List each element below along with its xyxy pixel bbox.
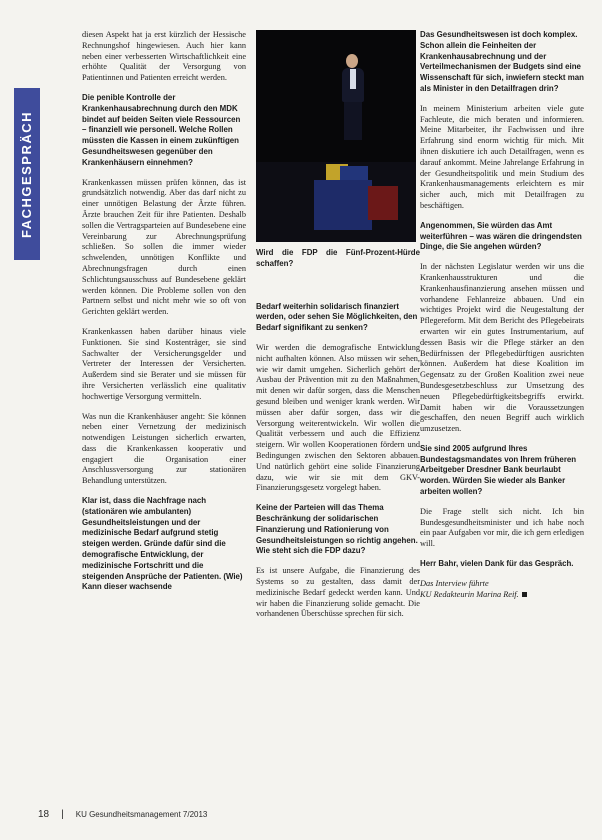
photo-person-head xyxy=(346,54,358,68)
section-tab-label: FACHGESPRÄCH xyxy=(19,110,35,238)
question-paragraph: Herr Bahr, vielen Dank für das Gespräch. xyxy=(420,559,574,569)
photo-person-shirt xyxy=(350,69,356,89)
interview-credit xyxy=(420,579,584,601)
question-paragraph: Klar ist, dass die Nachfrage nach (stationären wie ambulanten) Gesundheitsleistungen und der medizinische Bedarf aufgrund stetig steigen werden. Gründe dafür sind die demografische Entwicklung, der medizinische Fortschritt und die steigenden Ansprüche der Patienten. (Wie) Kann dieser wachsende xyxy=(82,496,243,592)
column-3 xyxy=(420,30,584,609)
answer-paragraph: In der nächsten Legislatur werden wir uns die Krankenhausstrukturen und die Krankenhausfinanzierung ansehen müssen und vorhandene Fehlanreize abbauen. Und ein wichtiges Projekt wird die Neugestaltung der Pflegereform. Mit dem Bericht des Pflegebeirats erwarten wir ein gutes Instrumentarium, auf dessen Basis wir die Pflege stärker an den Bedürfnissen der Pflegebedürftigen ausrichten können. Außerdem hat diese Koalition im Gegensatz zu der Großen Koalition zwei neue Bundesgesetzbeschluss zur Umsetzung des neuen Pflegebedürftigkeitsbegriffs erwirkt. Damit haben wir die Voraussetzungen geschaffen, den neuen Begriff auch wirklich umzusetzen. xyxy=(420,262,584,434)
answer-paragraph: diesen Aspekt hat ja erst kürzlich der Hessische Rechnungshof hingewiesen. Auch hier kann neben einer verbesserten Wirtschaftlichkeit eine erhöhte Qualität der Versorgung von Patientinnen und Patienten erreicht werden. xyxy=(82,30,246,83)
footer-separator: | xyxy=(61,809,64,820)
photo-cube-blue-front xyxy=(314,180,372,230)
question-paragraph: Sie sind 2005 aufgrund Ihres Bundestagsmandates von Ihrem früheren Arbeitgeber Dresdner Bank beurlaubt worden. Würden Sie wieder als Banker arbeiten wollen? xyxy=(420,443,577,497)
column-2 xyxy=(256,30,420,629)
section-tab xyxy=(14,88,40,260)
photo-person-legs xyxy=(344,100,362,140)
page-number: 18 xyxy=(38,809,50,820)
credit-line-2: KU Redakteurin Marina Reif. xyxy=(420,589,519,599)
page-footer xyxy=(38,809,207,820)
answer-paragraph: Krankenkassen müssen prüfen können, das ist grundsätzlich notwendig. Aber das darf nicht zu einer unnötigen Belastung der Ärzte führen. Ärzte brauchen Zeit für ihre Patienten. Deshalb sollen die Vertragsparteien auf Bundesebene eine Vereinbarung zur Abrechnungsprüfung schließen. So sollen die immer wieder schwelenden, unnötigen Konflikte und Abrechnungsfragen durch einen Schlichtungsausschuss auf Bundesebene geklärt werden können. Die Probleme sollen von den Partnern selbst und nicht mehr wie so oft von Gerichten geklärt werden. xyxy=(82,177,246,317)
credit-line-1: Das Interview führte xyxy=(420,578,489,588)
question-paragraph: Keine der Parteien will das Thema Beschränkung der solidarischen Finanzierung und Rationierung von Gesundheitsleistungen so richtig angehen. Wie steht sich die FDP dazu? xyxy=(256,503,418,556)
end-of-article-mark xyxy=(522,592,527,597)
answer-paragraph: Krankenkassen haben darüber hinaus viele Funktionen. Sie sind Kostenträger, sie sind Sachwalter der Versicherungsgelder und Vertreter der Interessen der Versicherten. Außerdem sind sie Berater und sie müssen für ihre Versicherten verlässlich eine qualitativ hochwertige Versorgung vermitteln. xyxy=(82,326,246,401)
publication-name: KU Gesundheitsmanagement 7/2013 xyxy=(75,810,208,819)
photo-cube-red xyxy=(368,186,398,220)
answer-paragraph: In meinem Ministerium arbeiten viele gute Fachleute, die mich beraten und informieren. Meine Mitarbeiter, ihr Fachwissen und ihre Erfahrung sind enorm wichtig für mich. Mit ihnen diskutiere ich auch Detailfragen, wenn es darauf ankommt. Meine Jahrelange Erfahrung in der Gesundheitspolitik und mein Studium des Krankenhausmanagements erleichtern es mir sicher auch, mich mit Detailfragen zu beschäftigen. xyxy=(420,103,584,210)
photo-caption: Wird die FDP die Fünf-Prozent-Hürde schaffen? xyxy=(256,248,420,268)
answer-paragraph: Es ist unsere Aufgabe, die Finanzierung des Systems so zu gestalten, dass damit der medizinische Bedarf gedeckt werden kann. Und wir haben die Finanzierung solide gemacht. Die vorhandenen Überschüsse sprechen für sich. xyxy=(256,566,420,619)
interview-photo xyxy=(256,30,416,242)
question-paragraph: Das Gesundheitswesen ist doch komplex. Schon allein die Feinheiten der Krankenhausabrechnung und der Verteilmechanismen der Budgets sind eine Wissenschaft für sich, inwiefern steckt man als Minister in den Detailfragen drin? xyxy=(420,30,584,93)
question-paragraph: Bedarf weiterhin solidarisch finanziert werden, oder sehen Sie Möglichkeiten, den Bedarf signifikant zu senken? xyxy=(256,301,418,333)
answer-paragraph: Was nun die Krankenhäuser angeht: Sie können neben einer Vernetzung der medizinisch notwendigen Leistungen sicherlich erwarten, dass die Krankenkassen kooperativ und engagiert die Organisation einer Anschlussversorgung zur stationären Behandlung unterstützen. xyxy=(82,411,246,486)
answer-paragraph: Die Frage stellt sich nicht. Ich bin Bundesgesundheitsminister und ich habe noch ein paar Aufgaben vor mir, die ich gern erledigen will. xyxy=(420,506,584,549)
question-paragraph: Angenommen, Sie würden das Amt weiterführen – was wären die dringendsten Dinge, die Sie angehen würden? xyxy=(420,220,582,252)
column-1 xyxy=(82,30,246,602)
question-paragraph: Die penible Kontrolle der Krankenhausabrechnung durch den MDK bindet auf beiden Seiten viele Ressourcen – finanziell wie personell. Welche Rollen müssten die Kassen in einem zukünftigen Gesundheitswesen gegenüber den Krankenhäusern einnehmen? xyxy=(82,92,241,167)
answer-paragraph: Wir werden die demografische Entwicklung nicht aufhalten können. Also müssen wir sehen, wie wir damit umgehen. Sicherlich gehört der Ausbau der Prävention mit zu den Maßnahmen, mit denen wir dafür sorgen, dass die Menschen gesund bleiben und weniger krank werden. Wir müssen aber dafür sorgen, dass wir die Versorgung weiterentwickeln. Wir wollen die Qualität verbessern und auch die Effizienz steigern. Wir wollen Kooperationen fördern und Bedingungen zwischen den Sektoren abbauen. Und natürlich gehört eine solide Finanzierung dazu, wie wir sie mit dem GKV-Finanzierungsgesetz vorgelegt haben. xyxy=(256,342,420,493)
